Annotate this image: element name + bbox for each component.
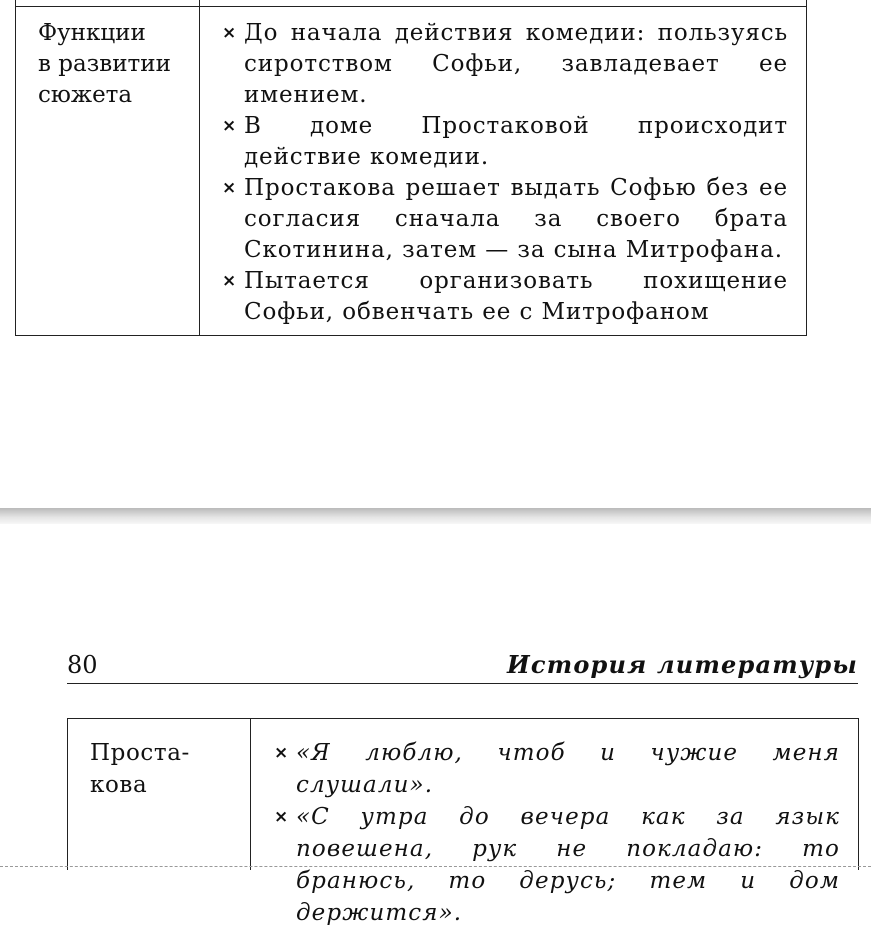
cross-bullet-icon: ×	[222, 116, 238, 136]
cross-bullet-icon: ×	[274, 807, 290, 827]
table-column-divider	[199, 0, 200, 335]
label-line: Функции	[38, 20, 146, 46]
table-column-divider	[250, 719, 251, 870]
list-item: × Пытается организовать похищение Софьи, обвенчать ее с Митрофаном	[222, 268, 788, 325]
cross-bullet-icon: ×	[222, 271, 238, 291]
label-line: Проста-	[90, 740, 190, 766]
label-line: в развитии	[38, 51, 171, 77]
list-item: × В доме Простаковой происходит действие комедии.	[222, 113, 788, 170]
list-item: × До начала действия комедии: пользуясь сиротством Софьи, завладевает ее имением.	[222, 20, 788, 108]
list-item: × Простакова решает выдать Софью без ее согласия сначала за своего брата Скотинина, затем — за сына Митрофана.	[222, 175, 788, 263]
row-label-functions	[38, 18, 198, 111]
running-head: История литературы	[507, 650, 858, 679]
page-number: 80	[67, 651, 98, 679]
list-item: × «С утра до вечера как за язык повешена, рук не покладаю: то бранюсь, то дерусь; тем и дом держится».	[274, 801, 840, 929]
cross-bullet-icon: ×	[274, 743, 290, 763]
label-line: сюжета	[38, 82, 133, 108]
page-separator	[0, 508, 871, 524]
table-top-rule	[16, 6, 806, 7]
row-label-prostakova	[90, 737, 240, 801]
table-fragment-bottom	[67, 718, 859, 926]
quotes-list	[274, 737, 840, 929]
label-line: кова	[90, 772, 148, 798]
cross-bullet-icon: ×	[222, 178, 238, 198]
list-item: × «Я люблю, чтоб и чужие меня слушали».	[274, 737, 840, 801]
header-rule	[67, 683, 858, 684]
cross-bullet-icon: ×	[222, 23, 238, 43]
page-cut-line	[0, 866, 871, 867]
plot-functions-list	[222, 18, 788, 328]
table-fragment-top	[15, 0, 807, 336]
